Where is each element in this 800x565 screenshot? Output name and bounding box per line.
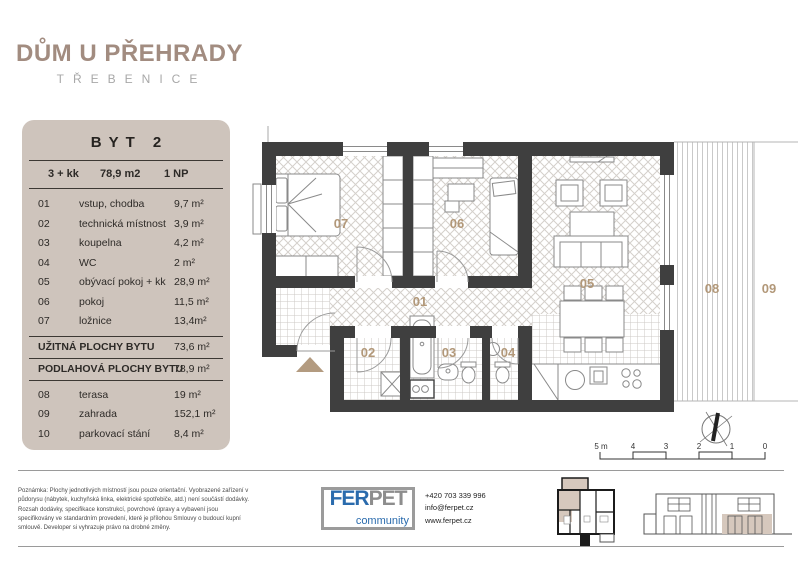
room-area: 13,4m² (174, 315, 207, 327)
room-label-06: 06 (449, 216, 465, 231)
total-floor-row (22, 359, 230, 380)
room-area: 28,9 m² (174, 276, 210, 288)
dining-table (560, 301, 624, 337)
contact-email: info@ferpet.cz (425, 503, 474, 513)
unit-area: 78,9 m2 (100, 168, 141, 180)
room-num: 06 (38, 295, 50, 308)
project-title: DŮM U PŘEHRADY (16, 40, 244, 67)
room-name: ložnice (79, 315, 112, 327)
coffee-table (570, 212, 614, 236)
room-label-04: 04 (500, 345, 516, 360)
room-name: zahrada (79, 408, 117, 420)
logo-part-fer: FER (329, 487, 369, 510)
room-num: 10 (38, 427, 50, 440)
exterior-list (22, 381, 230, 445)
scale-bar (594, 442, 767, 459)
room-name: technická místnost (79, 217, 166, 230)
dining-chair (606, 338, 623, 352)
logo-community-label: community (355, 515, 409, 527)
wardrobe-column (383, 156, 403, 276)
room-label-05: 05 (579, 276, 595, 291)
contact-web: www.ferpet.cz (425, 515, 472, 525)
room-num: 07 (38, 315, 50, 327)
entrance-arrow (296, 357, 324, 372)
room-area: 152,1 m² (174, 408, 216, 420)
toilet (495, 362, 510, 367)
terrace-decking (674, 142, 754, 401)
dining-chair (585, 338, 602, 352)
compass-icon (700, 412, 732, 446)
project-header (16, 40, 244, 86)
scale-label: 3 (663, 442, 669, 451)
unit-floor: 1 NP (164, 168, 189, 180)
pillow (276, 206, 287, 231)
table-row (22, 312, 230, 332)
total-label: UŽITNÁ PLOCHY BYTU (38, 340, 155, 353)
logo-part-pet: PET (368, 487, 407, 510)
room-label-09: 09 (761, 281, 777, 296)
scale-label: 5 m (594, 442, 608, 451)
room-num: 09 (38, 408, 50, 420)
pillow (276, 178, 287, 203)
room-label-01: 01 (412, 294, 428, 309)
table-row (22, 254, 230, 274)
room-label-08: 08 (704, 281, 720, 296)
table-row (22, 273, 230, 293)
chair (445, 201, 459, 212)
footer-divider-top (18, 470, 784, 471)
contact-block (425, 490, 486, 527)
table-row (22, 195, 230, 215)
pillow (492, 181, 515, 197)
room-num: 05 (38, 276, 50, 288)
ferpet-logo (321, 487, 415, 530)
room-label-07: 07 (333, 216, 349, 231)
floor-plan-drawing (245, 126, 800, 466)
room-name: parkovací stání (79, 427, 151, 440)
room-list (22, 189, 230, 336)
elevation-thumbnail (642, 486, 794, 542)
total-usable-row (22, 337, 230, 358)
room-name: koupelna (79, 237, 122, 249)
scale-label: 0 (762, 442, 768, 451)
room-num: 04 (38, 256, 50, 269)
dining-chair (564, 286, 581, 300)
room-area: 11,5 m² (174, 295, 209, 308)
total-area: 73,6 m² (174, 340, 210, 353)
contact-phone: +420 703 339 996 (425, 491, 486, 500)
room-area: 3,9 m² (174, 217, 204, 230)
room-name: terasa (79, 388, 109, 401)
room-area: 9,7 m² (174, 198, 204, 210)
table-row (22, 386, 230, 406)
tv (570, 157, 614, 162)
room-area: 19 m² (174, 388, 201, 401)
room-name: vstup, chodba (79, 198, 145, 210)
project-subtitle: TŘEBENICE (56, 72, 207, 86)
unit-title: BYT 2 (90, 134, 169, 151)
unit-layout: 3 + kk (48, 168, 79, 180)
room-label-03: 03 (441, 345, 457, 360)
dining-chair (564, 338, 581, 352)
window-sill (253, 184, 261, 234)
total-label: PODLAHOVÁ PLOCHY BYTU (38, 362, 184, 375)
table-row (22, 405, 230, 425)
room-name: WC (79, 256, 97, 269)
room-num: 01 (38, 198, 50, 210)
dining-chair (606, 286, 623, 300)
unit-card (22, 120, 230, 450)
disclaimer-note: Poznámka: Plochy jednotlivých místností jsou pouze orientační. Vyobrazené zařízení v půdorysu (nábytek, kuchyňská linka, elektrické spotřebiče, atd.) není součástí dodávky. Rozsah dodávky, specifikace konstrukcí, povrchové úpravy a vybavení jsou specifikovány ve standardním provedení, které je přílohou Smlouvy o budoucí kupní smlouvě. Developer si vyhrazuje právo na drobné změny. (18, 488, 250, 532)
room-num: 02 (38, 217, 50, 230)
kitchen-sink (566, 371, 585, 390)
scale-label: 4 (630, 442, 636, 451)
total-area: 78,9 m² (174, 362, 210, 375)
table-row (22, 215, 230, 235)
room-name: pokoj (79, 295, 105, 308)
key-plan-thumbnail (556, 476, 618, 550)
scale-label: 2 (696, 442, 702, 451)
room-label-02: 02 (360, 345, 376, 360)
toilet (461, 362, 476, 367)
room-num: 08 (38, 388, 50, 401)
footer-divider-bottom (18, 546, 784, 547)
table-row (22, 234, 230, 254)
room-area: 4,2 m² (174, 237, 204, 249)
room-name: obývací pokoj + kk (79, 276, 166, 288)
room-area: 2 m² (174, 256, 195, 269)
room-num: 03 (38, 237, 50, 249)
scale-label: 1 (729, 442, 735, 451)
unit-summary-row (22, 161, 230, 188)
wardrobe-column (413, 156, 433, 276)
desk (448, 184, 474, 201)
table-row (22, 293, 230, 313)
room-area: 8,4 m² (174, 427, 204, 440)
ferpet-logo-wordmark (324, 487, 412, 511)
table-row (22, 425, 230, 445)
